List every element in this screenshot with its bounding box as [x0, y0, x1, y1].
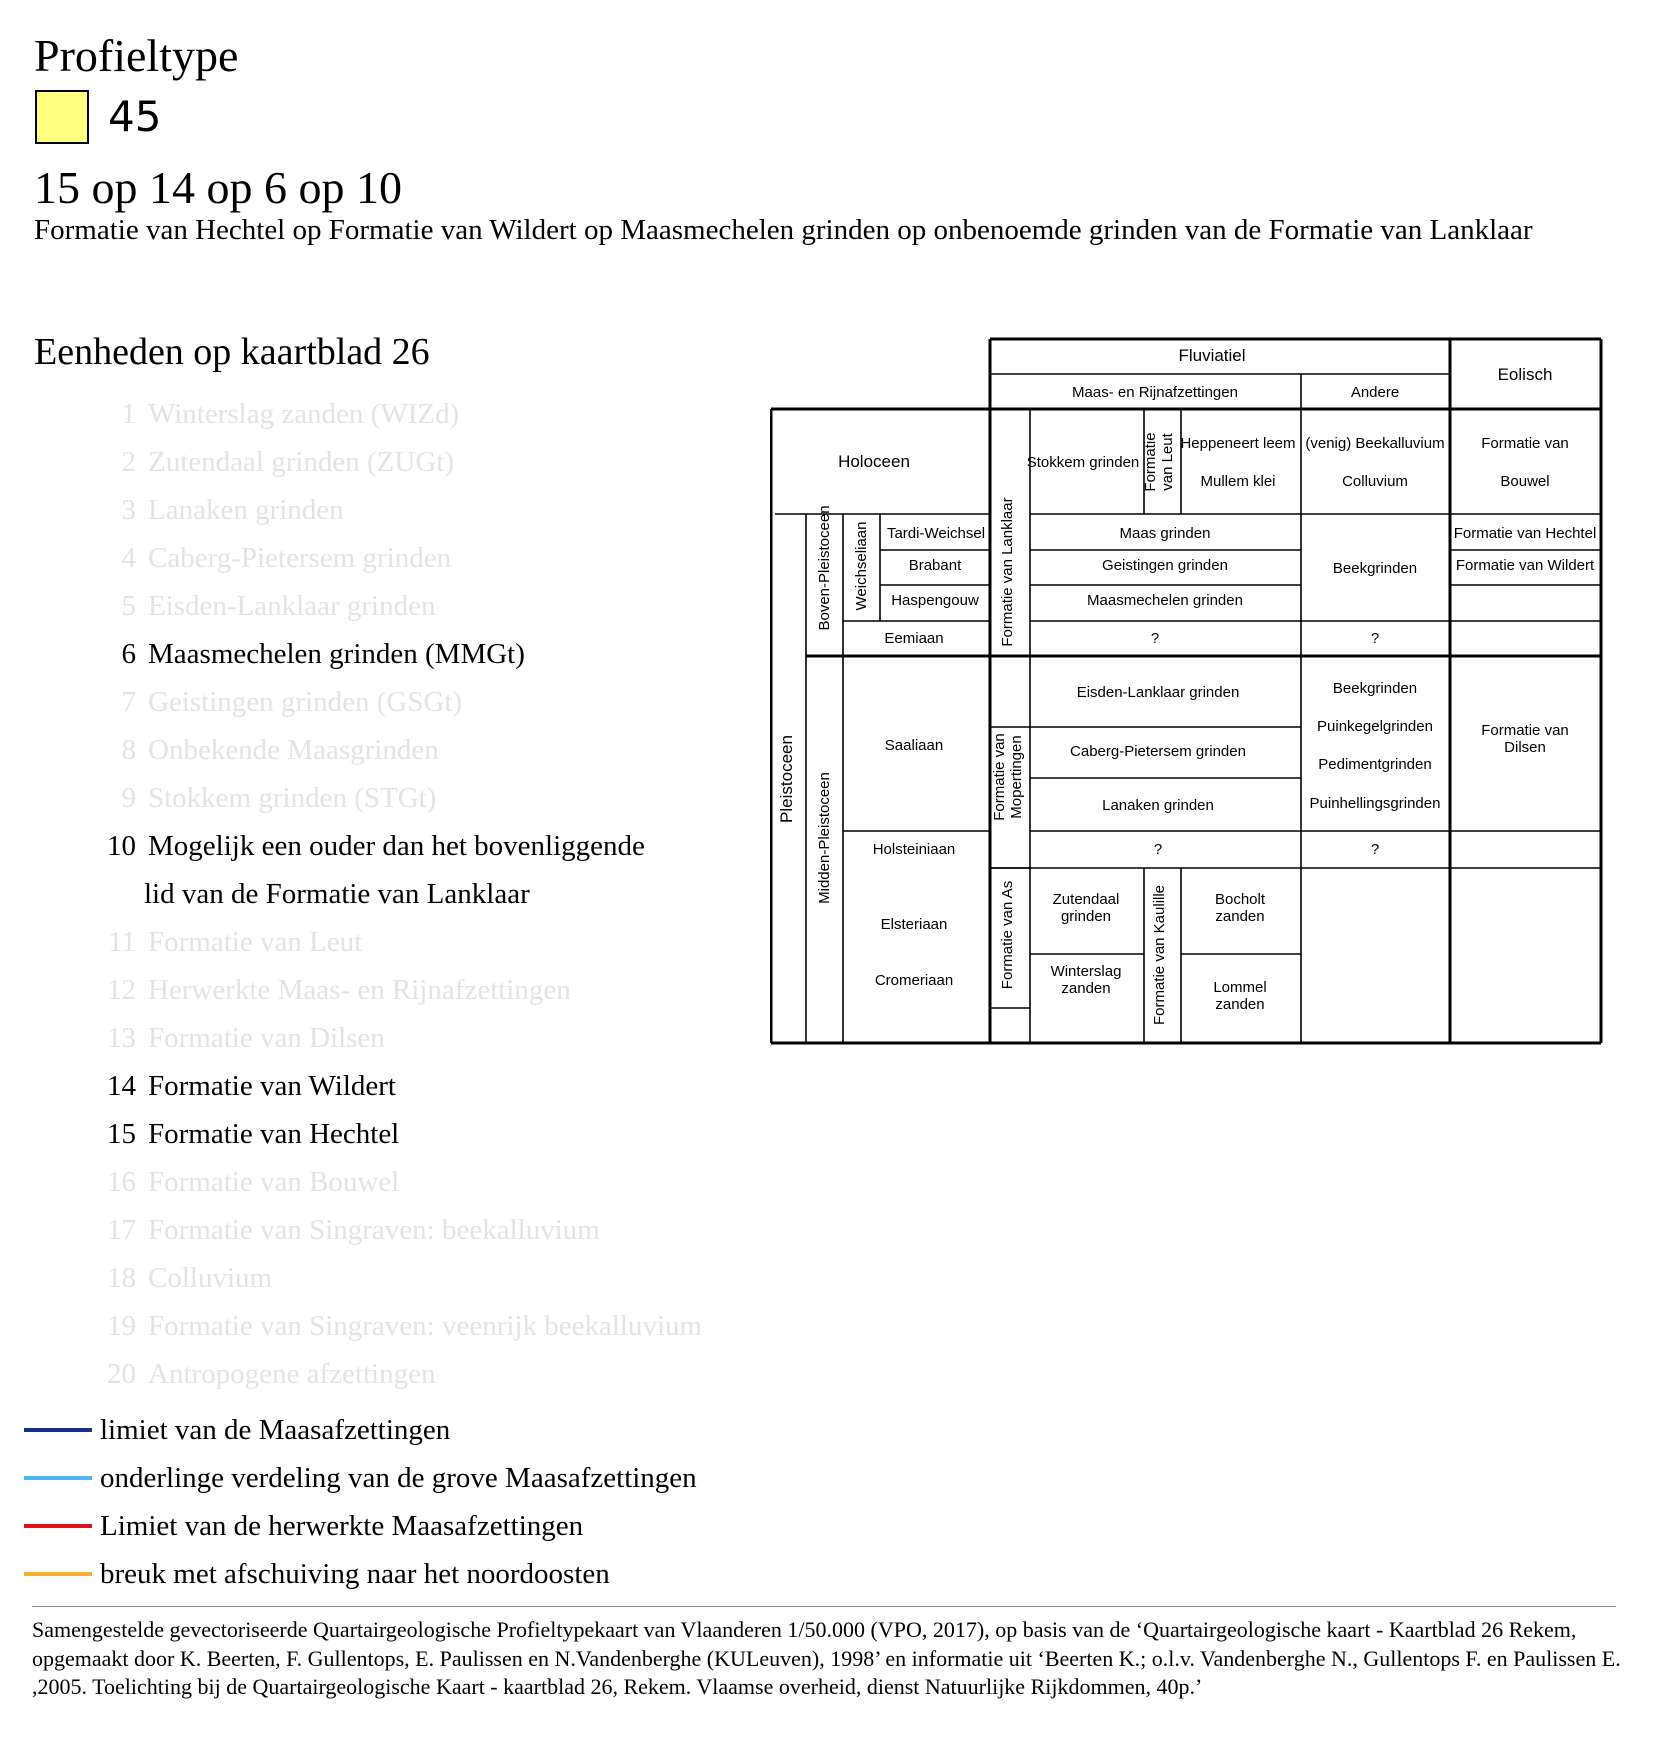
line-legend: [24, 1406, 697, 1598]
unit-label: Mogelijk een ouder dan het bovenliggende: [148, 830, 645, 862]
unit-label: Eisden-Lanklaar grinden: [148, 590, 436, 622]
stage-haspengouw: Haspengouw: [891, 592, 979, 609]
unit-label: Geistingen grinden (GSGt): [148, 686, 463, 718]
stratigraphy-table: [770, 334, 1610, 1046]
stage-eemiaan: Eemiaan: [884, 630, 944, 647]
legend-line-icon: [24, 1524, 92, 1528]
unit-item: [86, 582, 702, 630]
unit-number: 6: [121, 638, 136, 670]
cell-puinkegelgrinden: Puinkegelgrinden: [1317, 718, 1433, 735]
stage-brabant: Brabant: [908, 557, 962, 574]
header-fluviatiel: Fluviatiel: [1178, 346, 1246, 365]
unit-item: [86, 678, 702, 726]
legend-item: [24, 1406, 697, 1454]
unit-number: 19: [107, 1310, 136, 1342]
unit-number: 14: [107, 1070, 136, 1102]
unit-number: 7: [121, 686, 136, 718]
unit-label: Formatie van Wildert: [148, 1070, 396, 1102]
cell-question: ?: [1150, 630, 1160, 647]
unit-number: 12: [107, 974, 136, 1006]
cell-dilsen-line2: Dilsen: [1504, 739, 1546, 756]
cell-hechtel: Formatie van Hechtel: [1453, 525, 1597, 542]
unit-item: [86, 1062, 702, 1110]
page-title: Profieltype: [34, 30, 239, 81]
unit-item: [86, 1206, 702, 1254]
unit-number: 16: [107, 1166, 136, 1198]
unit-item: [86, 1014, 702, 1062]
legend-item: [24, 1454, 697, 1502]
unit-label: Caberg-Pietersem grinden: [148, 542, 452, 574]
unit-label: Stokkem grinden (STGt): [148, 782, 437, 814]
cell-lommel-line2: zanden: [1215, 996, 1265, 1013]
unit-item: [86, 1158, 702, 1206]
cell-dilsen-line1: Formatie van: [1481, 722, 1569, 739]
unit-label: Formatie van Bouwel: [148, 1166, 400, 1198]
units-list: [86, 390, 702, 1398]
unit-label: Onbekende Maasgrinden: [148, 734, 439, 766]
legend-line-icon: [24, 1428, 92, 1432]
legend-item: [24, 1502, 697, 1550]
unit-item: [86, 726, 702, 774]
unit-label: Formatie van Singraven: beekalluvium: [148, 1214, 600, 1246]
stage-weichseliaan: Weichseliaan: [853, 521, 870, 611]
cell-bouwel-line1: Formatie van: [1481, 435, 1569, 452]
unit-label-continuation: lid van de Formatie van Lanklaar: [144, 878, 530, 910]
unit-item: [86, 1302, 702, 1350]
cell-beekalluvium: (venig) Beekalluvium: [1305, 435, 1445, 452]
unit-number: 5: [121, 590, 136, 622]
unit-item: [86, 1350, 702, 1398]
legend-line-icon: [24, 1572, 92, 1576]
unit-number: 9: [121, 782, 136, 814]
unit-item: [86, 630, 702, 678]
formation-mopertingen-line1: Formatie van: [991, 733, 1008, 821]
cell-pedimentgrinden: Pedimentgrinden: [1318, 756, 1432, 773]
formation-leut-line1: Formatie: [1142, 432, 1159, 492]
cell-caberg-pietersem: Caberg-Pietersem grinden: [1070, 743, 1246, 760]
legend-item: [24, 1550, 697, 1598]
stage-cromeriaan: Cromeriaan: [874, 972, 954, 989]
cell-question: ?: [1370, 630, 1380, 647]
stage-holsteiniaan: Holsteiniaan: [872, 841, 956, 858]
footer-divider: [32, 1606, 1616, 1607]
unit-item: [86, 486, 702, 534]
unit-number: 3: [121, 494, 136, 526]
unit-item: [86, 534, 702, 582]
period-holoceen: Holoceen: [838, 452, 910, 471]
cell-winterslag-line1: Winterslag: [1050, 963, 1122, 980]
profile-formula: 15 op 14 op 6 op 10: [34, 162, 402, 213]
unit-item: [86, 390, 702, 438]
unit-label: Colluvium: [148, 1262, 273, 1294]
unit-label: Maasmechelen grinden (MMGt): [148, 638, 525, 670]
unit-label: Winterslag zanden (WIZd): [148, 398, 460, 430]
cell-beekgrinden: Beekgrinden: [1332, 680, 1418, 697]
unit-item: [86, 918, 702, 966]
cell-puinhellingsgrinden: Puinhellingsgrinden: [1309, 795, 1441, 812]
header-maas-rijn: Maas- en Rijnafzettingen: [1072, 384, 1238, 401]
unit-item: [86, 438, 702, 486]
period-boven-pleistoceen: Boven-Pleistoceen: [816, 505, 833, 631]
unit-label: Formatie van Hechtel: [148, 1118, 400, 1150]
cell-lanaken: Lanaken grinden: [1102, 797, 1214, 814]
cell-eisden-lanklaar: Eisden-Lanklaar grinden: [1076, 684, 1240, 701]
cell-question: ?: [1370, 841, 1380, 858]
unit-number: 20: [107, 1358, 136, 1390]
legend-label: limiet van de Maasafzettingen: [100, 1413, 451, 1446]
unit-number: 4: [121, 542, 136, 574]
cell-lommel-line1: Lommel: [1213, 979, 1267, 996]
formation-lanklaar: Formatie van Lanklaar: [999, 497, 1016, 647]
formation-kaulille: Formatie van Kaulille: [1151, 884, 1168, 1026]
unit-label: Formatie van Leut: [148, 926, 363, 958]
legend-line-icon: [24, 1476, 92, 1480]
cell-maasmechelen: Maasmechelen grinden: [1087, 592, 1243, 609]
legend-label: Limiet van de herwerkte Maasafzettingen: [100, 1509, 584, 1542]
cell-question: ?: [1153, 841, 1163, 858]
header-andere: Andere: [1350, 384, 1400, 401]
unit-number: 2: [121, 446, 136, 478]
profile-code: 45: [108, 92, 162, 141]
cell-maas-grinden: Maas grinden: [1119, 525, 1211, 542]
unit-number: 17: [107, 1214, 136, 1246]
formation-as: Formatie van As: [999, 880, 1016, 990]
unit-label: Formatie van Singraven: veenrijk beekalluvium: [148, 1310, 703, 1342]
cell-wildert: Formatie van Wildert: [1455, 557, 1595, 574]
unit-label: Antropogene afzettingen: [148, 1358, 436, 1390]
unit-number: 1: [121, 398, 136, 430]
stage-elsteriaan: Elsteriaan: [880, 916, 948, 933]
cell-bocholt-line1: Bocholt: [1214, 891, 1266, 908]
cell-bocholt-line2: zanden: [1215, 908, 1265, 925]
unit-number: 10: [107, 830, 136, 862]
unit-label: Herwerkte Maas- en Rijnafzettingen: [148, 974, 571, 1006]
cell-heppeneert: Heppeneert leem: [1180, 435, 1296, 452]
unit-number: 18: [107, 1262, 136, 1294]
source-citation: Samengestelde gevectoriseerde Quartairgeologische Profieltypekaart van Vlaanderen 1/50.000 (VPO, 2017), op basis van de ‘Quartairgeologische kaart - Kaartblad 26 Rekem, opgemaakt door K. Beerten, F. Gullentops, E. Paulissen en N.Vandenberghe (KULeuven), 1998’ en informatie uit ‘Beerten K.; o.l.v. Vandenberghe N., Gullentops F. en Paulissen E. ,2005. Toelichting bij de Quartairgeologische Kaart - kaartblad 26, Rekem. Vlaamse overheid, dienst Natuurlijke Rijkdommen, 40p.’: [32, 1617, 1621, 1699]
cell-geistingen: Geistingen grinden: [1102, 557, 1228, 574]
unit-item: [86, 774, 702, 822]
formation-mopertingen-line2: Mopertingen: [1008, 735, 1025, 819]
legend-label: breuk met afschuiving naar het noordoosten: [100, 1557, 610, 1590]
unit-label: Lanaken grinden: [148, 494, 344, 526]
cell-winterslag-line2: zanden: [1061, 980, 1111, 997]
unit-item: [86, 822, 702, 870]
cell-stokkem: Stokkem grinden: [1026, 454, 1140, 471]
cell-zutendaal-line1: Zutendaal: [1052, 891, 1120, 908]
unit-label: Zutendaal grinden (ZUGt): [148, 446, 455, 478]
period-midden-pleistoceen: Midden-Pleistoceen: [816, 772, 833, 904]
unit-label: Formatie van Dilsen: [148, 1022, 385, 1054]
cell-beekgrinden: Beekgrinden: [1332, 560, 1418, 577]
period-pleistoceen: Pleistoceen: [777, 735, 796, 823]
unit-number: 13: [107, 1022, 136, 1054]
formation-leut-line2: van Leut: [1159, 433, 1176, 491]
profile-description: Formatie van Hechtel op Formatie van Wildert op Maasmechelen grinden op onbenoemde grinden van de Formatie van Lanklaar: [34, 214, 1533, 246]
profile-color-swatch: [35, 90, 89, 144]
cell-colluvium: Colluvium: [1342, 473, 1408, 490]
unit-number: 15: [107, 1118, 136, 1150]
cell-zutendaal-line2: grinden: [1060, 908, 1112, 925]
unit-item: [86, 1254, 702, 1302]
unit-item: [86, 1110, 702, 1158]
units-heading: Eenheden op kaartblad 26: [34, 331, 430, 373]
cell-bouwel-line2: Bouwel: [1500, 473, 1550, 490]
stage-saaliaan: Saaliaan: [884, 737, 944, 754]
legend-label: onderlinge verdeling van de grove Maasafzettingen: [100, 1461, 697, 1494]
cell-mullem: Mullem klei: [1200, 473, 1276, 490]
stage-tardi-weichsel: Tardi-Weichsel: [886, 525, 986, 542]
unit-number: 8: [121, 734, 136, 766]
unit-number: 11: [108, 926, 136, 958]
header-eolisch: Eolisch: [1497, 365, 1553, 384]
unit-item: [86, 966, 702, 1014]
